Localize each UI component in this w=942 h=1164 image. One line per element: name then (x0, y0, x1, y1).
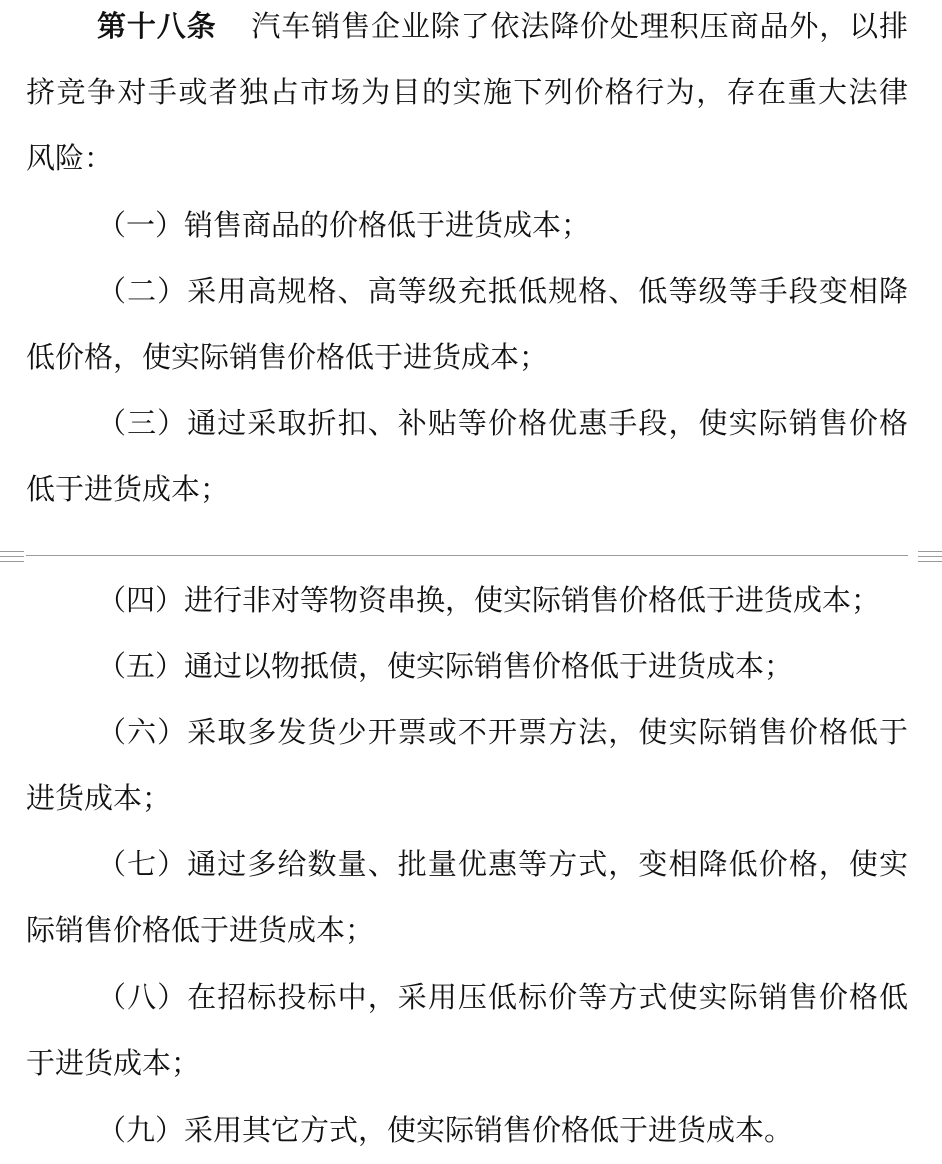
list-item-4 (97, 582, 942, 618)
list-item-1 (97, 207, 942, 243)
article-first-line (97, 8, 908, 44)
item-marker: （一） (97, 208, 185, 242)
list-item-7 (97, 846, 908, 882)
item-text-line-1: 进行非对等物资串换，使实际销售价格低于进货成本； (184, 583, 881, 617)
item-marker: （三） (97, 406, 188, 440)
item-text-line-1: 销售商品的价格低于进货成本； (184, 208, 591, 242)
list-item-7-continued: 际销售价格低于进货成本； (26, 913, 375, 947)
list-item-8-continued: 于进货成本； (26, 1046, 201, 1080)
item-marker: （四） (97, 583, 185, 617)
item-text-line-1: 在招标投标中，采用压低标价等方式使实际销售价格低 (187, 980, 908, 1014)
page-break-rule (26, 555, 908, 556)
list-item-2-continued: 低价格，使实际销售价格低于进货成本； (26, 340, 549, 374)
item-marker: （二） (97, 274, 188, 308)
page-break (0, 549, 942, 563)
item-marker: （五） (97, 649, 185, 683)
item-marker: （七） (97, 847, 188, 881)
article-number: 第十八条 (97, 9, 217, 43)
article-text-line-3: 风险： (26, 141, 114, 175)
list-item-6-continued: 进货成本； (26, 781, 172, 815)
list-item-8 (97, 979, 908, 1015)
list-item-3-continued: 低于进货成本； (26, 472, 230, 506)
item-text-line-1: 采取多发货少开票或不开票方法，使实际销售价格低于 (187, 715, 908, 749)
item-text-line-1: 通过以物抵债，使实际销售价格低于进货成本； (184, 649, 794, 683)
list-item-6 (97, 714, 908, 750)
article-text-line-1: 汽车销售企业除了依法降价处理积压商品外，以排 (250, 9, 908, 43)
item-text-line-1: 采用高规格、高等级充抵低规格、低等级等手段变相降 (187, 274, 908, 308)
item-text-line-1: 通过采取折扣、补贴等价格优惠手段，使实际销售价格 (187, 406, 908, 440)
item-text-line-1: 通过多给数量、批量优惠等方式，变相降低价格，使实 (187, 847, 908, 881)
list-item-9 (97, 1112, 942, 1148)
item-marker: （六） (97, 715, 188, 749)
list-item-2 (97, 273, 908, 309)
item-marker: （八） (97, 980, 188, 1014)
list-item-5 (97, 648, 942, 684)
item-marker: （九） (97, 1113, 185, 1147)
page-break-right-marker (918, 551, 942, 562)
article-text-line-2: 挤竞争对手或者独占市场为目的实施下列价格行为，存在重大法律 (26, 75, 908, 109)
page-break-left-marker (0, 551, 24, 562)
list-item-3 (97, 405, 908, 441)
item-text-line-1: 采用其它方式，使实际销售价格低于进货成本。 (184, 1113, 794, 1147)
